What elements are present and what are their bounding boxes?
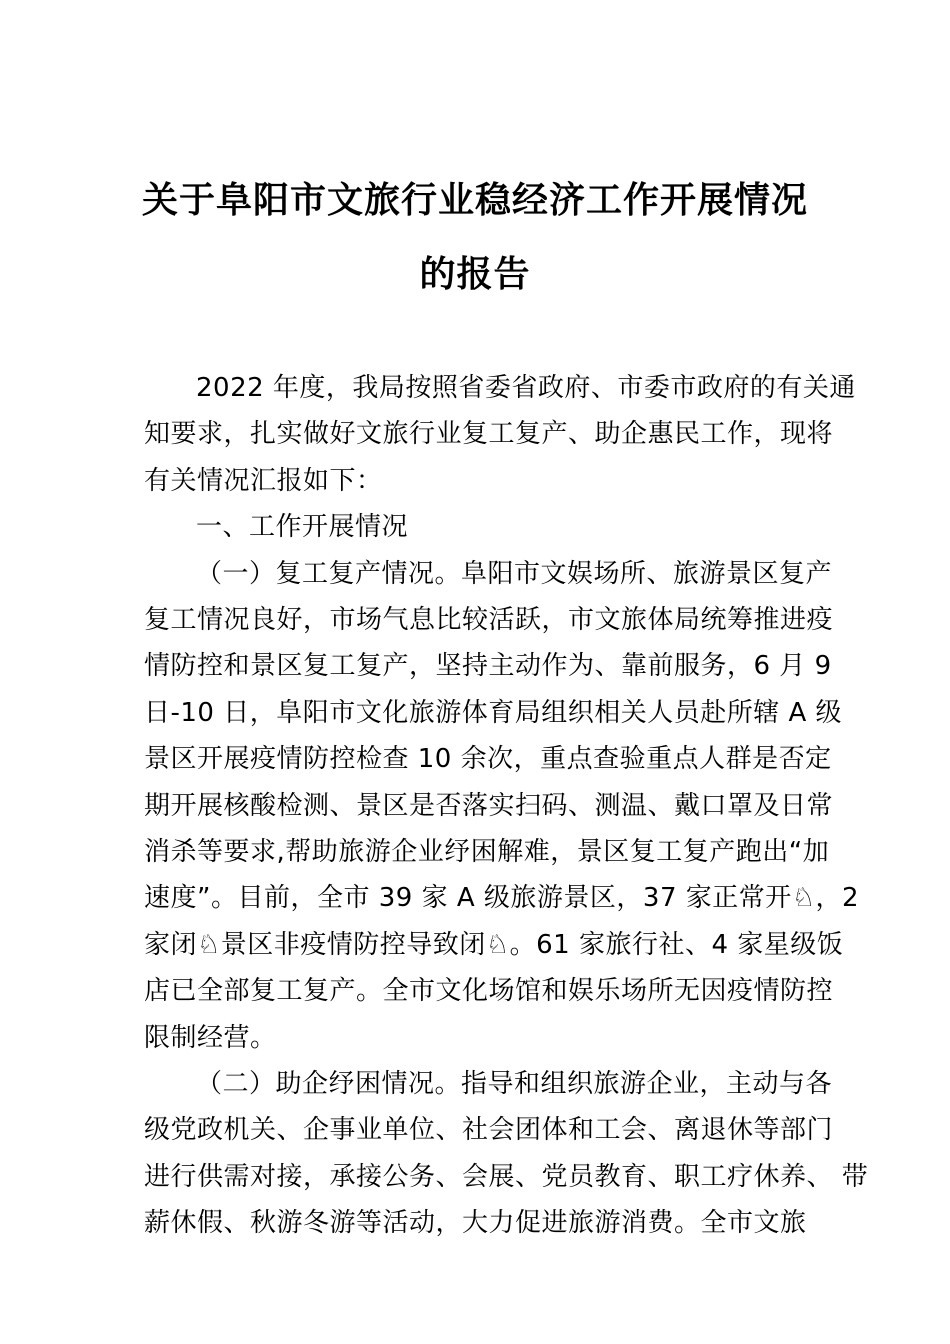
body-line: 速度”。目前，全市 39 家 A 级旅游景区，37 家正常开♘，2 xyxy=(144,883,860,914)
document-title-line-2: 的报告 xyxy=(419,253,531,295)
body-line: 进行供需对接，承接公务、会展、党员教育、职工疗休养、 带 xyxy=(144,1161,869,1192)
body-line: 2022 年度，我局按照省委省政府、市委市政府的有关通 xyxy=(196,373,856,403)
body-line: 级党政机关、企事业单位、社会团体和工会、离退休等部门 xyxy=(144,1115,834,1146)
body-line: 景区开展疫情防控检查 10 余次，重点查验重点人群是否定 xyxy=(144,744,832,775)
body-line: 消杀等要求,帮助旅游企业纾困解难，景区复工复产跑出“加 xyxy=(144,837,830,867)
body-line: （一）复工复产情况。阜阳市文娱场所、旅游景区复产 xyxy=(196,558,833,589)
body-line: 日-10 日，阜阳市文化旅游体育局组织相关人员赴所辖 A 级 xyxy=(144,697,843,728)
document-title-line-1: 关于阜阳市文旅行业稳经济工作开展情况 xyxy=(141,179,808,221)
body-line: 店已全部复工复产。全市文化场馆和娱乐场所无因疫情防控 xyxy=(144,976,834,1007)
body-line: 限制经营。 xyxy=(144,1022,277,1053)
body-line: 薪休假、秋游冬游等活动，大力促进旅游消费。全市文旅 xyxy=(144,1208,807,1239)
body-line: 一、工作开展情况 xyxy=(196,512,409,543)
body-line: 有关情况汇报如下： xyxy=(144,465,383,496)
body-line: 复工情况良好，市场气息比较活跃，市文旅体局统筹推进疫 xyxy=(144,605,834,635)
body-line: 知要求，扎实做好文旅行业复工复产、助企惠民工作，现将 xyxy=(144,419,834,450)
body-line: 家闭♘景区非疫情防控导致闭♘。61 家旅行社、4 家星级饭 xyxy=(144,929,844,960)
body-line: 情防控和景区复工复产，坚持主动作为、靠前服务，6 月 9 xyxy=(144,651,832,682)
body-line: （二）助企纾困情况。指导和组织旅游企业，主动与各 xyxy=(196,1069,833,1099)
body-line: 期开展核酸检测、景区是否落实扫码、测温、戴口罩及日常 xyxy=(144,790,834,821)
